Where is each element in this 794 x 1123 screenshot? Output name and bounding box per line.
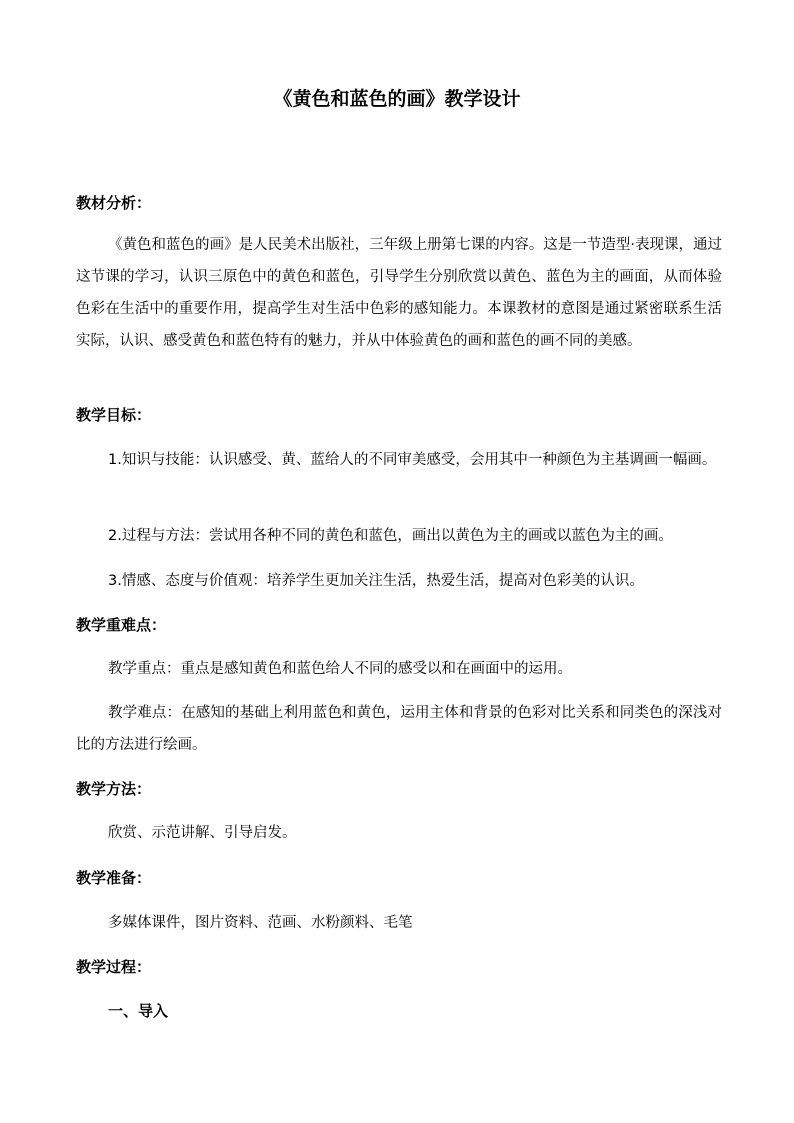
heading-methods: 教学方法：: [76, 780, 152, 798]
objective-item-1: 1.知识与技能：认识感受、黄、蓝给人的不同审美感受，会用其中一种颜色为主基调画一幅画。: [108, 452, 717, 468]
objective-item-3: 3.情感、态度与价值观：培养学生更加关注生活，热爱生活，提高对色彩美的认识。: [108, 573, 644, 589]
heading-material-analysis: 教材分析：: [76, 194, 152, 212]
process-step-introduction: 一、导入: [108, 1002, 169, 1020]
paragraph-teaching-difficulty: 教学难点：在感知的基础上利用蓝色和黄色，运用主体和背景的色彩对比关系和同类色的深浅对比的方法进行绘画。: [76, 705, 722, 753]
objective-item-2: 2.过程与方法：尝试用各种不同的黄色和蓝色，画出以黄色为主的画或以蓝色为主的画。: [108, 528, 673, 544]
paragraph-methods: 欣赏、示范讲解、引导启发。: [108, 825, 297, 841]
heading-preparation: 教学准备：: [76, 869, 152, 887]
heading-key-points: 教学重难点：: [76, 616, 167, 634]
paragraph-teaching-focus: 教学重点：重点是感知黄色和蓝色给人不同的感受以和在画面中的运用。: [108, 661, 572, 677]
heading-objectives: 教学目标：: [76, 406, 152, 424]
heading-process: 教学过程：: [76, 958, 152, 976]
paragraph-material-analysis: 《黄色和蓝色的画》是人民美术出版社，三年级上册第七课的内容。这是一节造型·表现课，通过这节课的学习，认识三原色中的黄色和蓝色，引导学生分别欣赏以黄色、蓝色为主的画面，从而体验色彩在生活中的重要作用，提高学生对生活中色彩的感知能力。本课教材的意图是通过紧密联系生活实际，认识、感受黄色和蓝色特有的魅力，并从中体验黄色的画和蓝色的画不同的美感。: [76, 237, 722, 349]
document-title: 《黄色和蓝色的画》教学设计: [273, 88, 521, 110]
paragraph-preparation: 多媒体课件，图片资料、范画、水粉颜料、毛笔: [108, 915, 413, 931]
